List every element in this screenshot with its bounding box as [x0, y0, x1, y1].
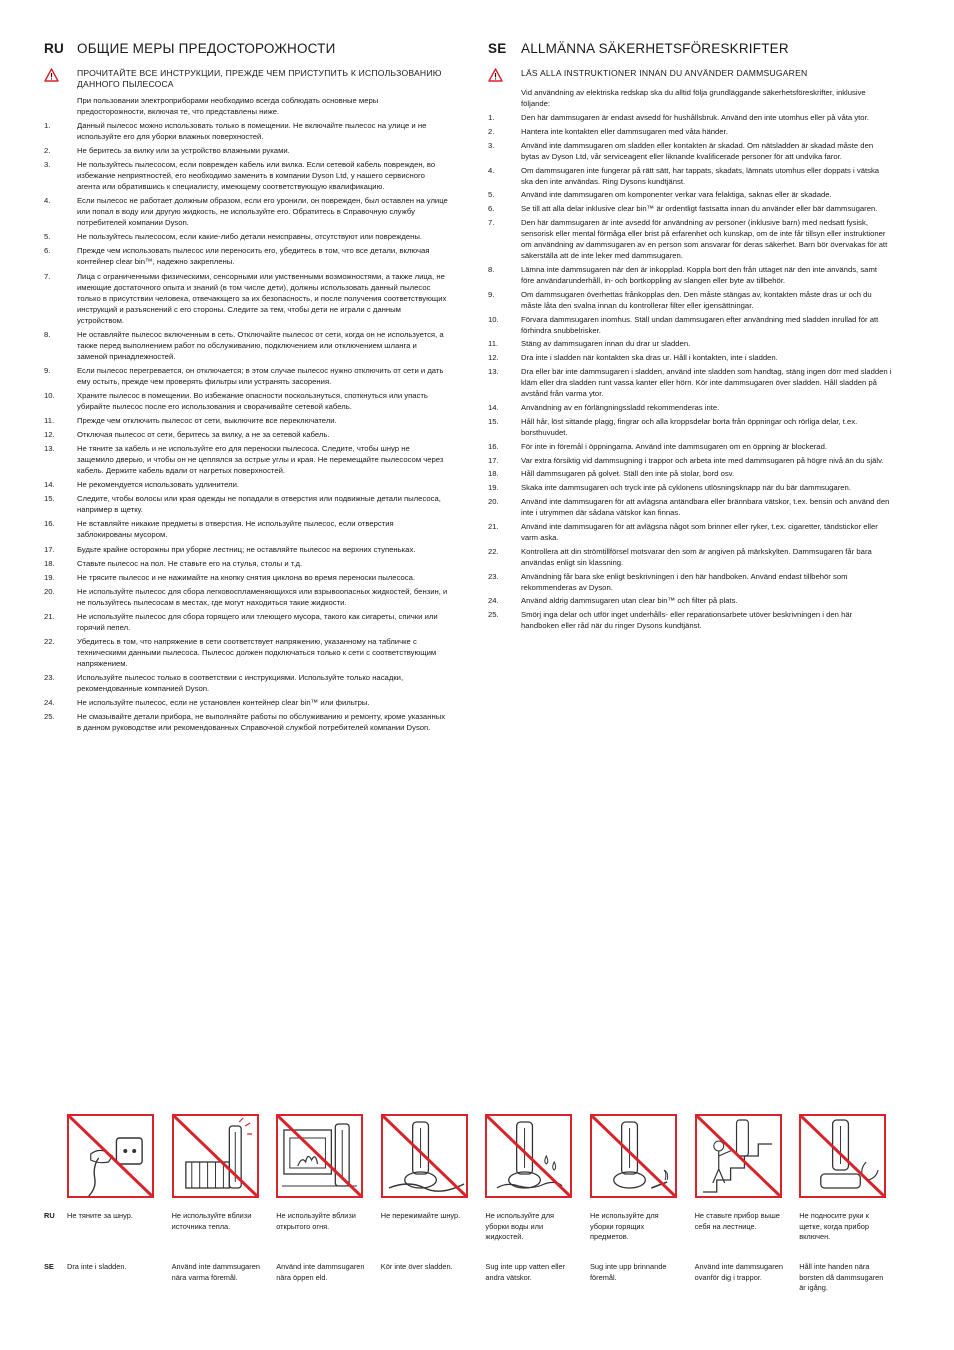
near-heater-icon	[172, 1114, 259, 1198]
rule-text: Лица с ограниченными физическими, сенсорными или умственными возможностями, а также лица, не имеющие достаточного опыта и знаний (в том числе дети), должны использовать данный пылесос только в присутствии человека, отвечающего за их безопасность, и после получения соответствующих инструкций и разъяснений с его стороны. Следите за тем, чтобы дети не играли с данным устройством.	[77, 271, 447, 325]
rule-number: 18.	[488, 469, 499, 479]
rule-text: Данный пылесос можно использовать только в помещении. Не включайте пылесос на улице и не используйте его для уборки влажных поверхностей.	[77, 121, 427, 141]
rule-text: Не рекомендуется использовать удлинители.	[77, 480, 240, 490]
rule-number: 17.	[488, 455, 499, 465]
se-rule-item	[488, 571, 892, 593]
rule-number: 7.	[488, 218, 495, 228]
rule-text: Håll hår, löst sittande plagg, fingrar och alla kroppsdelar borta från öppningar och rörliga delar, t.ex. borsthuvudet.	[521, 416, 858, 437]
se-rule-item	[488, 189, 892, 200]
warning-triangle-icon	[44, 68, 77, 82]
ru-intro: При пользовании электроприборами необходимо всегда соблюдать основные меры предосторожности, включая те, что представлены ниже.	[77, 96, 379, 116]
rule-number: 15.	[488, 416, 499, 426]
se-rule-item	[488, 352, 892, 363]
se-rule-item	[488, 455, 892, 466]
rule-text: Användning får bara ske enligt beskrivningen i den här handboken. Använd endast tillbehör som rekommenderas av Dyson.	[521, 571, 848, 592]
se-language-code: SE	[488, 41, 507, 56]
ru-pictogram-caption: Не используйте для уборки воды или жидкостей.	[485, 1211, 555, 1241]
rule-number: 4.	[488, 165, 495, 175]
ru-rule-item	[44, 429, 448, 440]
se-pictogram-caption: Använd inte dammsugaren nära varma föremål.	[171, 1262, 260, 1282]
se-pictogram-caption: Håll inte handen nära borsten då dammsugaren är igång.	[799, 1262, 884, 1292]
se-rule-item	[488, 338, 892, 349]
ru-section-title: ОБЩИЕ МЕРЫ ПРЕДОСТОРОЖНОСТИ	[77, 41, 336, 56]
rule-number: 3.	[488, 140, 495, 150]
pictogram-row	[67, 1114, 897, 1198]
se-rule-item	[488, 402, 892, 413]
rule-number: 19.	[44, 572, 55, 582]
se-pictogram-caption: Sug inte upp vatten eller andra vätskor.	[485, 1262, 566, 1282]
rule-text: Hantera inte kontakten eller dammsugaren med våta händer.	[521, 126, 728, 136]
se-rule-item	[488, 140, 892, 162]
se-rule-item	[488, 595, 892, 606]
ru-rule-item	[44, 159, 448, 192]
rule-text: Använd inte dammsugaren för att avlägsna något som brinner eller ryker, t.ex. cigaretter, tändstickor eller varm aska.	[521, 521, 878, 542]
rule-number: 19.	[488, 483, 499, 493]
se-rule-item	[488, 482, 892, 493]
rule-number: 8.	[44, 329, 51, 339]
ru-rule-item	[44, 120, 448, 142]
rule-text: Не вставляйте никакие предметы в отверстия. Не используйте пылесос, если отверстия заблокированы мусором.	[77, 519, 394, 540]
ru-language-code: RU	[44, 41, 65, 56]
rule-text: Skaka inte dammsugaren och tryck inte på cyklonens utlösningsknapp när du bär dammsugaren.	[521, 483, 851, 493]
ru-rule-item	[44, 415, 448, 426]
rule-number: 10.	[488, 314, 499, 324]
ru-rule-item	[44, 697, 448, 708]
ru-rule-item	[44, 271, 448, 326]
ru-rule-item	[44, 544, 448, 555]
rule-number: 21.	[44, 611, 55, 621]
rule-number: 6.	[44, 246, 51, 256]
se-warning	[488, 68, 892, 82]
ru-rule-item	[44, 636, 448, 669]
ru-rule-item	[44, 493, 448, 515]
se-rule-item	[488, 289, 892, 311]
rule-number: 16.	[488, 441, 499, 451]
se-rule-item	[488, 165, 892, 187]
ru-rule-item	[44, 329, 448, 362]
rule-number: 12.	[44, 430, 55, 440]
se-pictogram-caption: Dra inte i sladden.	[67, 1262, 127, 1271]
se-rule-item	[488, 203, 892, 214]
rule-number: 1.	[488, 113, 495, 122]
se-rules-list	[488, 112, 892, 631]
se-intro: Vid användning av elektriska redskap ska du alltid följa grundläggande säkerhetsföreskrifter, inklusive följande:	[521, 88, 866, 108]
ru-rule-item	[44, 518, 448, 540]
near-fire-icon	[276, 1114, 363, 1198]
rule-number: 23.	[488, 571, 499, 581]
se-rule-item	[488, 521, 892, 543]
rule-text: Прежде чем отключить пылесос от сети, выключите все переключатели.	[77, 415, 337, 425]
rule-number: 14.	[44, 480, 55, 490]
rule-text: Не трясите пылесос и не нажимайте на кнопку снятия циклона во время переноски пылесоса.	[77, 572, 416, 582]
se-rule-item	[488, 217, 892, 261]
ru-pictogram-caption: Не используйте вблизи источника тепла.	[171, 1211, 252, 1231]
ru-rule-item	[44, 479, 448, 490]
rule-number: 5.	[44, 232, 51, 242]
rule-text: Använd inte dammsugaren för att avlägsna antändbara eller brännbara vätskor, t.ex. bensin och använd den inte i utrymmen där sådana vätskor kan finnas.	[521, 497, 890, 518]
se-pictogram-caption: Kör inte över sladden.	[380, 1262, 453, 1271]
rule-text: Om dammsugaren överhettas frånkopplas den. Den måste stängas av, kontakten måste dras ur och du måste låta den svalna innan du kontrollerar filter eller igensättningar.	[521, 289, 872, 310]
rule-number: 11.	[488, 339, 499, 349]
ru-rule-item	[44, 572, 448, 583]
ru-rule-item	[44, 586, 448, 608]
ru-section-header	[44, 41, 448, 56]
rule-text: Не оставляйте пылесос включенным в сеть. Отключайте пылесос от сети, когда он не используется, а также перед выполнением работ по обслуживанию, подключением или отключением шланга и заменой принадлежностей.	[77, 329, 444, 361]
rule-number: 12.	[488, 353, 499, 363]
se-rule-item	[488, 496, 892, 518]
rule-text: Не используйте пылесос, если не установлен контейнер clear bin™ или фильтры.	[77, 698, 370, 708]
ru-rule-item	[44, 231, 448, 242]
ru-rule-item	[44, 365, 448, 387]
rule-number: 2.	[488, 126, 495, 136]
rule-number: 20.	[488, 497, 499, 507]
ru-pictogram-caption: Не пережимайте шнур.	[380, 1211, 461, 1220]
rule-number: 13.	[44, 444, 55, 454]
se-rule-item	[488, 112, 892, 123]
rule-number: 11.	[44, 415, 55, 425]
rule-text: Användning av en förlängningssladd rekommenderas inte.	[521, 402, 720, 412]
rule-number: 15.	[44, 494, 55, 504]
se-rule-item	[488, 609, 892, 631]
rule-text: Используйте пылесос только в соответствии с инструкциями. Используйте только насадки, рекомендованные компанией Dyson.	[77, 673, 404, 694]
rule-text: Ставьте пылесос на пол. Не ставьте его на стулья, столы и т.д.	[77, 558, 303, 568]
se-warning-text: LÄS ALLA INSTRUKTIONER INNAN DU ANVÄNDER DAMMSUGAREN	[521, 68, 808, 78]
rule-number: 2.	[44, 146, 51, 156]
rule-text: Var extra försiktig vid dammsugning i trappor och arbeta inte med dammsugaren på högre nivå än du själv.	[521, 455, 884, 465]
rule-text: Om dammsugaren inte fungerar på rätt sätt, har tappats, skadats, lämnats utomhus eller doppats i vätska ska den inte användas. Ring Dysons kundtjänst.	[521, 165, 880, 186]
ru-rule-item	[44, 443, 448, 476]
rule-text: Håll dammsugaren på golvet. Ställ den inte på stolar, bord osv.	[521, 469, 735, 479]
rule-number: 16.	[44, 519, 55, 529]
rule-number: 20.	[44, 586, 55, 596]
rule-text: Не беритесь за вилку или за устройство влажными руками.	[77, 146, 290, 156]
se-caption-language-code: SE	[44, 1262, 54, 1271]
rule-text: Den här dammsugaren är endast avsedd för hushållsbruk. Använd den inte utomhus eller på våta ytor.	[521, 113, 869, 122]
rule-number: 5.	[488, 190, 495, 200]
rule-text: Не тяните за кабель и не используйте его для переноски пылесоса. Следите, чтобы шнур не защемило дверью, и чтобы он не цеплялся за острые углы и края. Не перемещайте пылесосом через кабель. Держите кабель вдали от нагретых поверхностей.	[77, 444, 444, 476]
rule-text: Smörj inga delar och utför inget underhålls- eller reparationsarbete utöver beskrivningen i den här handboken eller råd när du ringer Dysons kundtjänst.	[521, 610, 853, 631]
rule-text: Använd inte dammsugaren om komponenter verkar vara felaktiga, saknas eller är skadade.	[521, 190, 832, 200]
rule-text: Förvara dammsugaren inomhus. Ställ undan dammsugaren efter användning med sladden inrullad för att förhindra snubbelrisker.	[521, 314, 879, 335]
rule-number: 23.	[44, 673, 55, 683]
ru-rule-item	[44, 611, 448, 633]
rule-text: Если пылесос не работает должным образом, если его уронили, он поврежден, был оставлен на улице или попал в воду или другую жидкость, не используйте его. Обратитесь в Справочную службу потребителей компании Dyson.	[77, 196, 448, 228]
ru-section	[44, 41, 448, 736]
se-pictogram-caption: Sug inte upp brinnande föremål.	[590, 1262, 667, 1282]
rule-number: 6.	[488, 204, 495, 214]
rule-number: 1.	[44, 121, 51, 130]
rule-text: Не пользуйтесь пылесосом, если какие-либо детали неисправны, отсутствуют или повреждены.	[77, 232, 423, 242]
rule-text: Если пылесос перегревается, он отключается; в этом случае пылесос нужно отключить от сети и дать ему остыть, прежде чем проверять фильтры или устранять засорения.	[77, 365, 444, 386]
rule-text: Se till att alla delar inklusive clear bin™ är ordentligt fastsatta innan du använder eller bär dammsugaren.	[521, 204, 878, 214]
se-pictogram-caption: Använd inte dammsugaren nära öppen eld.	[276, 1262, 365, 1282]
hand-near-brush-icon	[799, 1114, 886, 1198]
rule-text: Не смазывайте детали прибора, не выполняйте работы по обслуживанию и ремонту, кроме указанных в данном руководстве или рекомендованных Справочной службой потребителей компании Dyson.	[77, 712, 446, 733]
rule-number: 22.	[44, 636, 55, 646]
ru-warning-text: ПРОЧИТАЙТЕ ВСЕ ИНСТРУКЦИИ, ПРЕЖДЕ ЧЕМ ПРИСТУПИТЬ К ИСПОЛЬЗОВАНИЮ ДАННОГО ПЫЛЕСОСА	[77, 68, 442, 89]
ru-rules-list	[44, 120, 448, 733]
burning-objects-icon	[590, 1114, 677, 1198]
ru-pictogram-caption: Не используйте вблизи открытого огня.	[276, 1211, 356, 1231]
rule-number: 7.	[44, 271, 51, 281]
run-over-cord-icon	[381, 1114, 468, 1198]
unplug-by-cord-icon	[67, 1114, 154, 1198]
ru-rule-item	[44, 245, 448, 267]
se-rule-item	[488, 468, 892, 479]
rule-text: Dra inte i sladden när kontakten ska dras ur. Håll i kontakten, inte i sladden.	[521, 353, 778, 363]
rule-text: Stäng av dammsugaren innan du drar ur sladden.	[521, 339, 691, 349]
rule-number: 13.	[488, 367, 499, 377]
rule-number: 18.	[44, 558, 55, 568]
rule-number: 14.	[488, 402, 499, 412]
rule-text: Kontrollera att din strömtillförsel motsvarar den som är angiven på märkskylten. Dammsugaren får bara användas enligt sin klassning.	[521, 546, 872, 567]
ru-pictogram-caption: Не используйте для уборки горящих предметов.	[590, 1211, 659, 1241]
se-rule-item	[488, 126, 892, 137]
se-rule-item	[488, 264, 892, 286]
ru-pictogram-caption: Не ставьте прибор выше себя на лестнице.	[694, 1211, 780, 1231]
rule-number: 21.	[488, 521, 499, 531]
ru-rule-item	[44, 195, 448, 228]
se-rule-item	[488, 314, 892, 336]
rule-number: 3.	[44, 160, 51, 170]
se-pictogram-caption: Använd inte dammsugaren ovanför dig i trappor.	[694, 1262, 783, 1282]
rule-text: Прежде чем использовать пылесос или переносить его, убедитесь в том, что все детали, включая контейнер clear bin™, надежно закреплены.	[77, 246, 430, 267]
rule-number: 25.	[44, 712, 55, 722]
warning-triangle-icon	[488, 68, 521, 82]
rule-text: Будьте крайне осторожны при уборке лестниц; не оставляйте пылесос на верхних ступеньках.	[77, 544, 416, 554]
rule-text: Använd inte dammsugaren om sladden eller kontakten är skadad. Om nätsladden är skadad måste den bytas av Dyson Ltd, vår serviceagent eller liknande kvalificerade personer för att undvika faror.	[521, 140, 874, 161]
rule-text: Не используйте пылесос для сбора легковоспламеняющихся или взрывоопасных жидкостей, бензин, и не пользуйтесь пылесосам в местах, где могут находиться такие жидкости.	[77, 586, 448, 607]
se-rule-item	[488, 441, 892, 452]
rule-text: Använd aldrig dammsugaren utan clear bin™ och filter på plats.	[521, 596, 738, 606]
rule-number: 24.	[44, 698, 55, 708]
rule-text: Убедитесь в том, что напряжение в сети соответствует напряжению, указанному на табличке с техническими данными пылесоса. Пылесос должен подключаться только к сети с соответствующим напряжением.	[77, 636, 437, 668]
ru-rule-item	[44, 672, 448, 694]
ru-rule-item	[44, 711, 448, 733]
rule-text: För inte in föremål i öppningarna. Använd inte dammsugaren om en öppning är blockerad.	[521, 441, 827, 451]
ru-pictogram-caption: Не тяните за шнур.	[67, 1211, 133, 1220]
rule-number: 22.	[488, 546, 499, 556]
rule-number: 4.	[44, 196, 51, 206]
ru-rule-item	[44, 558, 448, 569]
rule-number: 8.	[488, 264, 495, 274]
se-section-title: ALLMÄNNA SÄKERHETSFÖRESKRIFTER	[521, 41, 789, 56]
ru-warning	[44, 68, 448, 90]
rule-number: 9.	[44, 365, 51, 375]
ru-pictogram-caption: Не подносите руки к щетке, когда прибор включен.	[799, 1211, 869, 1241]
rule-text: Den här dammsugaren är inte avsedd för användning av personer (inklusive barn) med nedsatt fysisk, sensorisk eller mental förmåga eller brist på erfarenhet och kunskap, om de inte får tillsyn eller instruktioner om användning av dammsugaren av en person som ansvarar för deras säkerhet. Barn bör övervakas för att säkerställa att de inte leker med dammsugaren.	[521, 218, 888, 261]
rule-number: 17.	[44, 544, 55, 554]
se-section	[488, 41, 892, 634]
se-rule-item	[488, 366, 892, 399]
rule-text: Не используйте пылесос для сбора горящего или тлеющего мусора, такого как сигареты, спички или горячий пепел.	[77, 611, 438, 632]
ru-rule-item	[44, 390, 448, 412]
rule-number: 25.	[488, 610, 499, 620]
above-on-stairs-icon	[695, 1114, 782, 1198]
se-rule-item	[488, 416, 892, 438]
ru-rule-item	[44, 145, 448, 156]
rule-text: Следите, чтобы волосы или края одежды не попадали в отверстия или подвижные детали пылесоса, например в щетку.	[77, 494, 441, 515]
rule-text: Не пользуйтесь пылесосом, если поврежден кабель или вилка. Если сетевой кабель поврежден, во избежание неприятностей, его необходимо заменить в компании Dyson Ltd, у нашего сервисного агента или обратившись к специалисту, имеющему соответствующую квалификацию.	[77, 160, 436, 192]
rule-text: Отключая пылесос от сети, беритесь за вилку, а не за сетевой кабель.	[77, 430, 330, 440]
rule-text: Lämna inte dammsugaren när den är inkopplad. Koppla bort den från uttaget när den inte används, samt före användarunderhåll, in- och bortkoppling av slangen eller byte av tillbehör.	[521, 264, 877, 285]
rule-number: 10.	[44, 390, 55, 400]
rule-text: Dra eller bär inte dammsugaren i sladden, använd inte sladden som handtag, stäng ingen dörr med sladden i kläm eller dra sladden runt vassa kanter eller hörn. Kör inte dammsugaren över sladden. Håll sladden på avstånd från varma ytor.	[521, 367, 892, 399]
wet-pickup-icon	[485, 1114, 572, 1198]
rule-text: Храните пылесос в помещении. Во избежание опасности поскользнуться, споткнуться или упасть убирайте пылесос после его использования и сворачивайте сетевой кабель.	[77, 390, 428, 411]
se-rule-item	[488, 546, 892, 568]
rule-number: 9.	[488, 289, 495, 299]
se-section-header	[488, 41, 892, 56]
ru-caption-language-code: RU	[44, 1211, 55, 1220]
rule-number: 24.	[488, 596, 499, 606]
